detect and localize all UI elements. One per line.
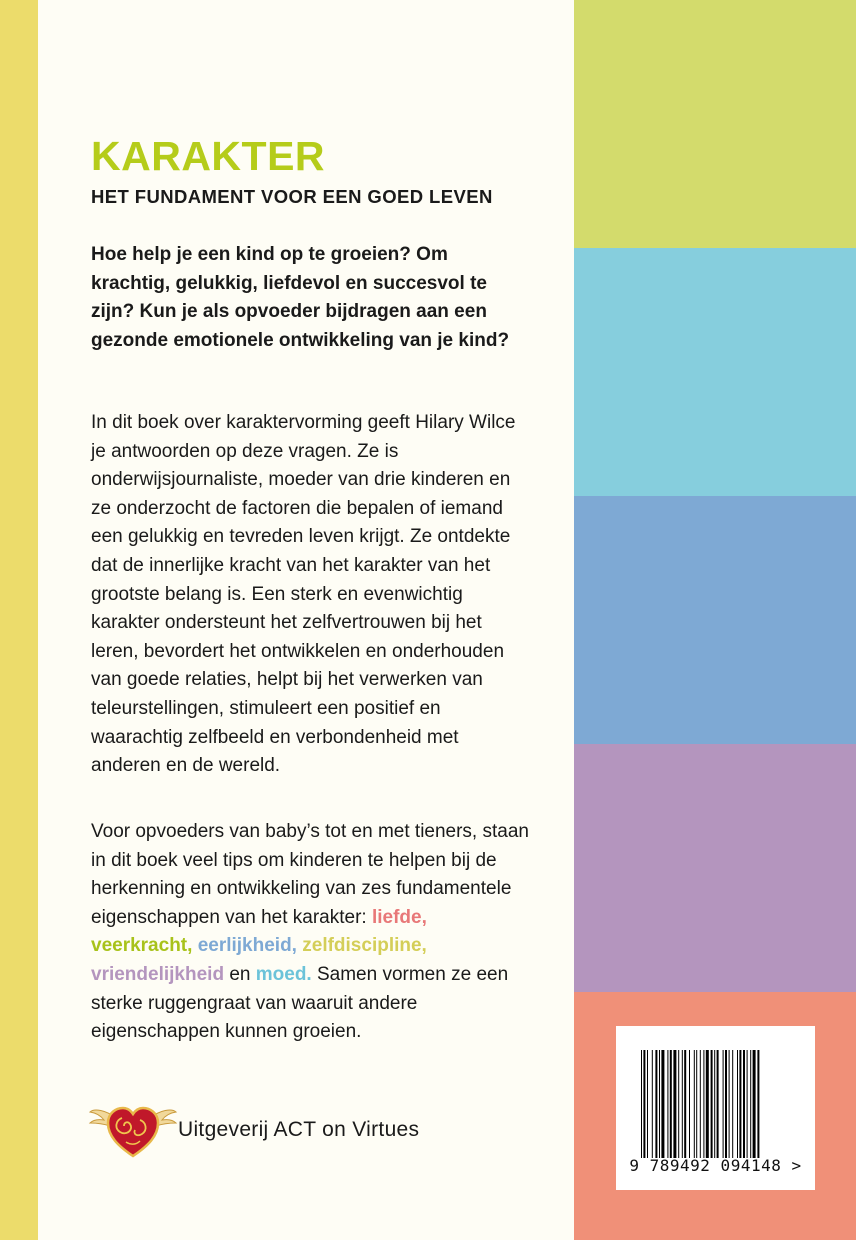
trait-liefde: liefde,: [371, 906, 427, 928]
winged-heart-logo-icon: [88, 1098, 178, 1162]
description-paragraph: In dit boek over karaktervorming geeft Hilary Wilce je antwoorden op deze vragen. Ze is onderwijsjournaliste, moeder van drie kinderen en ze onderzocht de factoren die bepalen of iemand een gelukkig en tevreden leven krijgt. Ze ontdekte dat de innerlijke kracht van het karakter van het grootste belang is. Een sterk en evenwichtig karakter ondersteunt het zelfvertrouwen bij het leren, bevordert het ontwikkelen en onderhouden van goede relaties, helpt bij het verwerken van teleurstellingen, stimuleert een positief en waarachtig zelfbeeld en verbondenheid met anderen en de wereld.: [91, 412, 516, 777]
stripe-green: [574, 0, 856, 248]
isbn-number: 9 789492 094148 >: [629, 1156, 802, 1175]
trait-veerkracht: veerkracht,: [91, 935, 193, 957]
stripe-cyan: [574, 248, 856, 496]
traits-lead-text: Voor opvoeders van baby’s tot en met tieners, staan in dit boek veel tips om kinderen te helpen bij de herkenning en ontwikkeling van zes fundamentele eigenschappen van het karakter:: [91, 821, 529, 928]
publisher-block: [88, 1098, 419, 1162]
trait-vriendelijkheid: vriendelijkheid: [91, 963, 225, 985]
book-subtitle: HET FUNDAMENT VOOR EEN GOED LEVEN: [91, 186, 493, 207]
isbn-barcode: [616, 1026, 815, 1190]
traits-and-text: en: [224, 963, 256, 985]
traits-paragraph: [91, 818, 531, 1047]
publisher-name: Uitgeverij ACT on Virtues: [178, 1118, 420, 1141]
trait-eerlijkheid: eerlijkheid,: [197, 935, 297, 957]
traits-tail-text: Samen vormen ze een sterke ruggengraat van waaruit andere eigenschappen kunnen groeien.: [91, 963, 509, 1043]
trait-zelfdiscipline: zelfdiscipline,: [302, 935, 427, 957]
barcode-icon: [641, 1050, 791, 1158]
book-spine: [0, 0, 38, 1240]
intro-paragraph: Hoe help je een kind op te groeien? Om krachtig, gelukkig, liefdevol en succesvol te zijn? Kun je als opvoeder bijdragen aan een gezonde emotionele ontwikkeling van je kind?: [91, 244, 510, 351]
trait-moed: moed.: [255, 963, 312, 985]
stripe-blue: [574, 496, 856, 744]
book-title: KARAKTER: [91, 133, 326, 179]
stripe-purple: [574, 744, 856, 992]
